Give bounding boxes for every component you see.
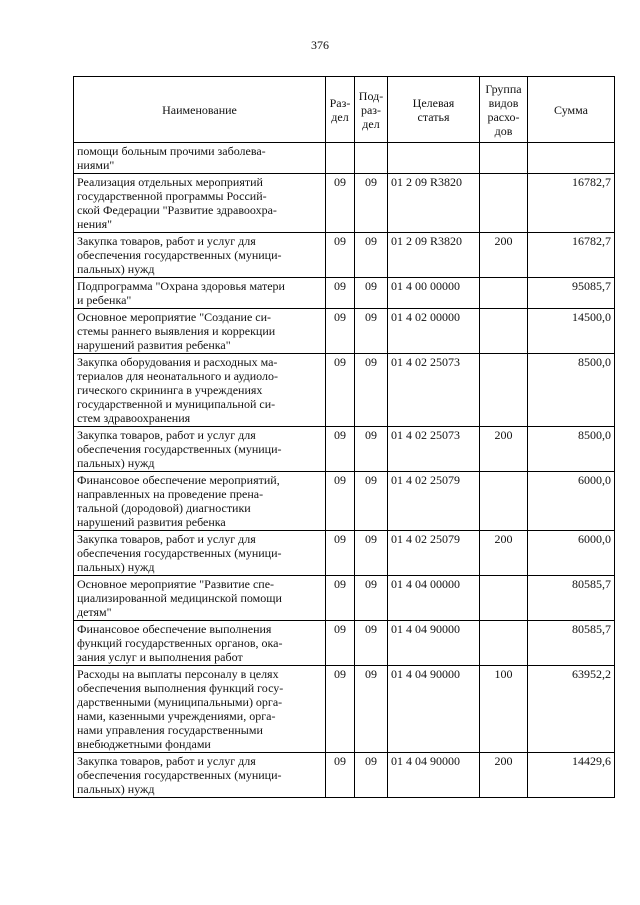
header-target: Целевая статья <box>388 77 480 143</box>
cell-name: Основное мероприятие "Создание си- стемы раннего выявления и коррекции нарушений развития ребенка" <box>74 309 326 354</box>
header-section: Раз- дел <box>326 77 355 143</box>
table-row <box>74 666 615 753</box>
table-row <box>74 576 615 621</box>
cell-sum <box>528 143 615 174</box>
cell-subsection: 09 <box>355 233 388 278</box>
cell-name: Финансовое обеспечение выполнения функций государственных органов, ока- зания услуг и выполнения работ <box>74 621 326 666</box>
cell-section: 09 <box>326 354 355 427</box>
cell-section: 09 <box>326 472 355 531</box>
cell-subsection: 09 <box>355 753 388 798</box>
cell-sum: 14500,0 <box>528 309 615 354</box>
cell-group: 100 <box>480 666 528 753</box>
cell-subsection: 09 <box>355 174 388 233</box>
cell-subsection: 09 <box>355 621 388 666</box>
cell-target: 01 2 09 R3820 <box>388 174 480 233</box>
cell-group: 200 <box>480 753 528 798</box>
cell-target: 01 4 04 90000 <box>388 621 480 666</box>
cell-subsection: 09 <box>355 472 388 531</box>
cell-section: 09 <box>326 233 355 278</box>
cell-group <box>480 143 528 174</box>
cell-name: Закупка товаров, работ и услуг для обеспечения государственных (муници- пальных) нужд <box>74 427 326 472</box>
cell-name: Основное мероприятие "Развитие спе- циализированной медицинской помощи детям" <box>74 576 326 621</box>
cell-target <box>388 143 480 174</box>
cell-subsection: 09 <box>355 278 388 309</box>
cell-sum: 6000,0 <box>528 531 615 576</box>
cell-name: Подпрограмма "Охрана здоровья матери и ребенка" <box>74 278 326 309</box>
cell-subsection: 09 <box>355 354 388 427</box>
cell-target: 01 4 00 00000 <box>388 278 480 309</box>
cell-target: 01 4 02 25079 <box>388 472 480 531</box>
table-row <box>74 233 615 278</box>
table-row <box>74 278 615 309</box>
header-row <box>74 77 615 143</box>
cell-target: 01 4 02 25073 <box>388 427 480 472</box>
cell-target: 01 4 04 00000 <box>388 576 480 621</box>
cell-target: 01 4 02 25079 <box>388 531 480 576</box>
cell-name: Расходы на выплаты персоналу в целях обеспечения выполнения функций госу- дарственными (муниципальными) орга- нами, казенными учреждениями, орга- нами управления государственными внебюджетными фондами <box>74 666 326 753</box>
cell-sum: 80585,7 <box>528 621 615 666</box>
cell-sum: 95085,7 <box>528 278 615 309</box>
cell-subsection: 09 <box>355 309 388 354</box>
cell-sum: 14429,6 <box>528 753 615 798</box>
cell-sum: 80585,7 <box>528 576 615 621</box>
table-row <box>74 472 615 531</box>
table-row <box>74 427 615 472</box>
page-number: 376 <box>311 38 329 52</box>
cell-name: Реализация отдельных мероприятий государственной программы Россий- ской Федерации "Развитие здравоохра- нения" <box>74 174 326 233</box>
cell-group <box>480 309 528 354</box>
table-row <box>74 354 615 427</box>
cell-group: 200 <box>480 427 528 472</box>
cell-name: Закупка товаров, работ и услуг для обеспечения государственных (муници- пальных) нужд <box>74 531 326 576</box>
table-row <box>74 753 615 798</box>
cell-group: 200 <box>480 531 528 576</box>
cell-target: 01 4 04 90000 <box>388 666 480 753</box>
cell-subsection <box>355 143 388 174</box>
header-name: Наименование <box>74 77 326 143</box>
cell-sum: 16782,7 <box>528 174 615 233</box>
cell-sum: 8500,0 <box>528 427 615 472</box>
cell-name: Финансовое обеспечение мероприятий, направленных на проведение прена- тальной (дородовой) диагностики нарушений развития ребенка <box>74 472 326 531</box>
cell-group: 200 <box>480 233 528 278</box>
cell-sum: 16782,7 <box>528 233 615 278</box>
cell-name: Закупка товаров, работ и услуг для обеспечения государственных (муници- пальных) нужд <box>74 753 326 798</box>
cell-group <box>480 576 528 621</box>
table-row <box>74 174 615 233</box>
cell-name: Закупка товаров, работ и услуг для обеспечения государственных (муници- пальных) нужд <box>74 233 326 278</box>
cell-subsection: 09 <box>355 427 388 472</box>
table-row <box>74 531 615 576</box>
header-sum: Сумма <box>528 77 615 143</box>
cell-target: 01 4 02 25073 <box>388 354 480 427</box>
cell-section: 09 <box>326 576 355 621</box>
cell-target: 01 4 04 90000 <box>388 753 480 798</box>
cell-group <box>480 621 528 666</box>
cell-group <box>480 174 528 233</box>
cell-section: 09 <box>326 666 355 753</box>
cell-section: 09 <box>326 753 355 798</box>
cell-section: 09 <box>326 278 355 309</box>
cell-subsection: 09 <box>355 531 388 576</box>
cell-target: 01 2 09 R3820 <box>388 233 480 278</box>
table-row <box>74 309 615 354</box>
header-subsection: Под- раз- дел <box>355 77 388 143</box>
cell-section: 09 <box>326 531 355 576</box>
cell-subsection: 09 <box>355 666 388 753</box>
cell-section <box>326 143 355 174</box>
cell-sum: 6000,0 <box>528 472 615 531</box>
cell-subsection: 09 <box>355 576 388 621</box>
cell-section: 09 <box>326 427 355 472</box>
table-row <box>74 143 615 174</box>
cell-section: 09 <box>326 174 355 233</box>
cell-name: Закупка оборудования и расходных ма- териалов для неонатального и аудиоло- гического скрининга в учреждениях государственной и муниципальной си- стем здравоохранения <box>74 354 326 427</box>
cell-sum: 8500,0 <box>528 354 615 427</box>
table-row <box>74 621 615 666</box>
cell-section: 09 <box>326 309 355 354</box>
cell-section: 09 <box>326 621 355 666</box>
cell-target: 01 4 02 00000 <box>388 309 480 354</box>
cell-group <box>480 278 528 309</box>
header-group: Группа видов расхо- дов <box>480 77 528 143</box>
cell-sum: 63952,2 <box>528 666 615 753</box>
cell-group <box>480 472 528 531</box>
budget-table <box>73 76 615 798</box>
cell-group <box>480 354 528 427</box>
cell-name: помощи больным прочими заболева- ниями" <box>74 143 326 174</box>
